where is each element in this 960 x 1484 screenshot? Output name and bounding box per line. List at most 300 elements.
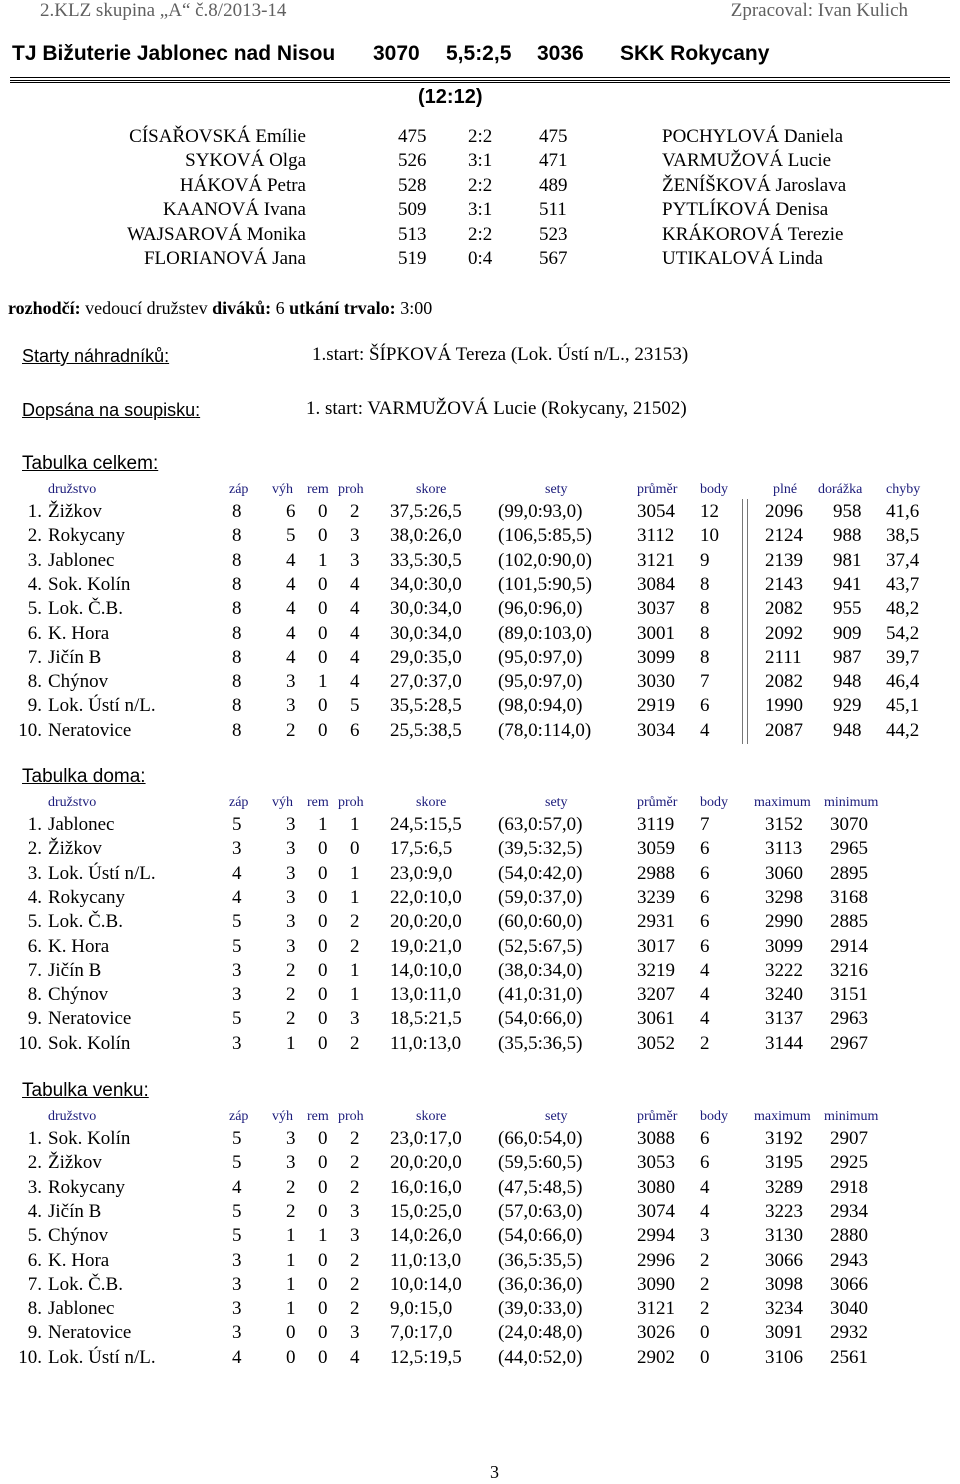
value-cell: 3 [286, 814, 296, 835]
value-cell: 2885 [830, 911, 868, 933]
value-cell: 0 [318, 862, 328, 884]
value-cell: (99,0:93,0) [498, 501, 583, 522]
value-cell: 8 [232, 671, 242, 693]
table-row [0, 525, 960, 549]
value-cell: 2139 [765, 549, 803, 571]
value-cell: 2096 [765, 501, 803, 522]
value-cell: 0 [318, 1298, 328, 1320]
value-cell: 948 [833, 671, 862, 693]
rank-cell: 9. [27, 1008, 42, 1030]
registered-value: 1. start: VARMUŽOVÁ Lucie (Rokycany, 21502) [306, 398, 687, 419]
value-cell: 4 [286, 598, 296, 620]
value-cell: 1 [350, 862, 360, 884]
value-cell: 0 [318, 935, 328, 957]
value-cell: 1 [318, 814, 328, 835]
table-row [0, 1008, 960, 1032]
table-row [0, 1128, 960, 1152]
value-cell: 2082 [765, 671, 803, 693]
value-cell: 5 [232, 1128, 242, 1149]
value-cell: 3113 [765, 838, 803, 860]
value-cell: 0 [318, 598, 328, 620]
value-cell: (106,5:85,5) [498, 525, 592, 547]
value-cell: 0 [318, 886, 328, 908]
team-cell: Sok. Kolín [48, 1128, 131, 1149]
value-cell: 11,0:13,0 [390, 1249, 462, 1271]
value-cell: 0 [318, 695, 328, 717]
team-cell: K. Hora [48, 935, 110, 957]
away-player-score: 511 [539, 199, 567, 221]
value-cell: 13,0:11,0 [390, 984, 462, 1006]
value-cell: 2 [350, 1128, 360, 1149]
rank-cell: 7. [27, 1273, 42, 1295]
away-total-score: 3036 [537, 42, 584, 65]
table-row [0, 623, 960, 647]
value-cell: 2 [286, 1008, 296, 1030]
column-divider [742, 499, 748, 744]
duel-points: 2:2 [468, 174, 493, 196]
value-cell: 958 [833, 501, 862, 522]
value-cell: 0 [318, 1322, 328, 1344]
value-cell: 30,0:34,0 [390, 622, 462, 644]
rank-cell: 4. [27, 886, 42, 908]
value-cell: 4 [286, 573, 296, 595]
away-player-score: 523 [539, 223, 568, 245]
column-header: proh [338, 795, 364, 810]
player-row [0, 248, 960, 272]
value-cell: (47,5:48,5) [498, 1176, 583, 1198]
value-cell: 3106 [765, 1346, 803, 1368]
value-cell: 0 [350, 838, 360, 860]
column-header: dorážka [818, 482, 863, 497]
value-cell: 0 [700, 1346, 710, 1368]
home-player-score: 509 [398, 199, 427, 221]
value-cell: 3084 [637, 573, 675, 595]
value-cell: 1 [318, 1225, 328, 1247]
value-cell: 0 [286, 1346, 296, 1368]
table-row [0, 1274, 960, 1298]
header-author: Zpracoval: Ivan Kulich [730, 0, 908, 21]
spectators-label: diváků: [212, 298, 272, 318]
value-cell: 12 [700, 501, 719, 522]
away-player-score: 567 [539, 248, 568, 269]
table-away-title: Tabulka venku: [22, 1080, 149, 1101]
value-cell: 7,0:17,0 [390, 1322, 453, 1344]
value-cell: 3099 [765, 935, 803, 957]
value-cell: 3066 [830, 1273, 868, 1295]
value-cell: 3151 [830, 984, 868, 1006]
home-player-score: 475 [398, 126, 427, 147]
value-cell: 2 [350, 1249, 360, 1271]
value-cell: 6 [700, 1152, 710, 1174]
value-cell: 5 [350, 695, 360, 717]
value-cell: (60,0:60,0) [498, 911, 583, 933]
column-header: sety [545, 482, 568, 497]
team-cell: Neratovice [48, 1008, 132, 1030]
value-cell: 4 [350, 598, 360, 620]
column-header: průměr [637, 795, 678, 810]
value-cell: 3 [700, 1225, 710, 1247]
value-cell: 3 [286, 671, 296, 693]
value-cell: 0 [318, 1176, 328, 1198]
value-cell: 2 [350, 1298, 360, 1320]
value-cell: 2918 [830, 1176, 868, 1198]
value-cell: (54,0:66,0) [498, 1225, 583, 1247]
rank-cell: 6. [27, 1249, 42, 1271]
value-cell: 3 [350, 1322, 360, 1344]
team-cell: Chýnov [48, 1225, 109, 1247]
value-cell: (35,5:36,5) [498, 1032, 583, 1054]
value-cell: 5 [232, 935, 242, 957]
away-player-name: VARMUŽOVÁ Lucie [662, 150, 832, 172]
value-cell: 3112 [637, 525, 675, 547]
value-cell: 19,0:21,0 [390, 935, 462, 957]
value-cell: 987 [833, 646, 862, 668]
value-cell: 3219 [637, 959, 675, 981]
value-cell: 3121 [637, 1298, 675, 1320]
column-header: průměr [637, 1109, 678, 1124]
value-cell: 9,0:15,0 [390, 1298, 453, 1320]
substitutes-label: Starty náhradníků: [22, 346, 170, 366]
table-row [0, 1033, 960, 1057]
value-cell: 3 [232, 1249, 242, 1271]
substitutes-value: 1.start: ŠÍPKOVÁ Tereza (Lok. Ústí n/L., 23153) [312, 344, 689, 365]
column-header: skore [416, 795, 447, 810]
rank-cell: 10. [18, 719, 42, 741]
value-cell: 6 [700, 886, 710, 908]
value-cell: (98,0:94,0) [498, 695, 583, 717]
value-cell: 2 [286, 984, 296, 1006]
team-cell: Chýnov [48, 984, 109, 1006]
value-cell: 8 [700, 646, 710, 668]
value-cell: 1 [286, 1249, 296, 1271]
value-cell: 0 [318, 838, 328, 860]
value-cell: 2902 [637, 1346, 675, 1368]
value-cell: 3 [232, 1298, 242, 1320]
value-cell: 2 [286, 719, 296, 741]
column-header: záp [229, 795, 249, 810]
value-cell: (66,0:54,0) [498, 1128, 583, 1149]
table-row [0, 838, 960, 862]
value-cell: 20,0:20,0 [390, 911, 462, 933]
table-row [0, 1298, 960, 1322]
value-cell: 4 [232, 1346, 242, 1368]
team-cell: K. Hora [48, 622, 110, 644]
table-row [0, 574, 960, 598]
value-cell: 2 [700, 1032, 710, 1054]
value-cell: 3040 [830, 1298, 868, 1320]
page-number: 3 [490, 1462, 499, 1482]
duel-points: 2:2 [468, 223, 493, 245]
value-cell: 948 [833, 719, 862, 741]
column-header: průměr [637, 482, 678, 497]
rank-cell: 3. [27, 1176, 42, 1198]
value-cell: 3195 [765, 1152, 803, 1174]
home-team-name: TJ Bižuterie Jablonec nad Nisou [12, 42, 336, 65]
header-league-issue: 2.KLZ skupina „A“ č.8/2013-14 [40, 0, 287, 21]
value-cell: 3234 [765, 1298, 803, 1320]
value-cell: 25,5:38,5 [390, 719, 462, 741]
value-cell: 44,2 [886, 719, 920, 741]
table-row [0, 1347, 960, 1371]
value-cell: 3 [286, 862, 296, 884]
value-cell: 3090 [637, 1273, 675, 1295]
value-cell: 2943 [830, 1249, 868, 1271]
team-cell: Jablonec [48, 1298, 115, 1320]
rank-cell: 1. [27, 1128, 42, 1149]
column-header: body [700, 1109, 728, 1124]
value-cell: 3168 [830, 886, 868, 908]
value-cell: 3298 [765, 886, 803, 908]
value-cell: 4 [232, 862, 242, 884]
value-cell: 27,0:37,0 [390, 671, 462, 693]
value-cell: 48,2 [886, 598, 920, 620]
team-cell: Rokycany [48, 1176, 126, 1198]
value-cell: 2 [350, 911, 360, 933]
table-total-title: Tabulka celkem: [22, 453, 159, 474]
value-cell: (24,0:48,0) [498, 1322, 583, 1344]
value-cell: (38,0:34,0) [498, 959, 583, 981]
value-cell: 3130 [765, 1225, 803, 1247]
value-cell: (41,0:31,0) [498, 984, 583, 1006]
value-cell: 3026 [637, 1322, 675, 1344]
value-cell: 6 [700, 1128, 710, 1149]
value-cell: 6 [700, 911, 710, 933]
value-cell: 3144 [765, 1032, 803, 1054]
value-cell: 5 [232, 814, 242, 835]
value-cell: 2895 [830, 862, 868, 884]
value-cell: 8 [232, 525, 242, 547]
value-cell: 3222 [765, 959, 803, 981]
value-cell: 3098 [765, 1273, 803, 1295]
value-cell: 0 [318, 1249, 328, 1271]
value-cell: (39,5:32,5) [498, 838, 583, 860]
value-cell: 3240 [765, 984, 803, 1006]
table-row [0, 501, 960, 525]
value-cell: 2124 [765, 525, 803, 547]
column-header: plné [773, 482, 798, 497]
value-cell: 929 [833, 695, 862, 717]
value-cell: 2143 [765, 573, 803, 595]
value-cell: 3 [350, 1200, 360, 1222]
column-header: družstvo [48, 482, 97, 497]
value-cell: 2 [350, 1032, 360, 1054]
team-cell: Lok. Č.B. [48, 1273, 123, 1295]
value-cell: 8 [700, 573, 710, 595]
value-cell: 45,1 [886, 695, 920, 717]
value-cell: 2996 [637, 1249, 675, 1271]
away-player-name: KRÁKOROVÁ Terezie [662, 223, 844, 245]
rank-cell: 6. [27, 935, 42, 957]
spectators-value: 6 [275, 298, 285, 318]
match-points: 5,5:2,5 [446, 42, 512, 65]
value-cell: 5 [286, 525, 296, 547]
away-player-name: PYTLÍKOVÁ Denisa [662, 199, 829, 221]
value-cell: 4 [286, 646, 296, 668]
value-cell: 3 [232, 1322, 242, 1344]
column-header: body [700, 795, 728, 810]
value-cell: 4 [700, 1008, 710, 1030]
table-row [0, 1152, 960, 1176]
value-cell: 3060 [765, 862, 803, 884]
value-cell: 1 [318, 549, 328, 571]
column-header: rem [307, 795, 329, 810]
value-cell: 941 [833, 573, 862, 595]
value-cell: 4 [286, 549, 296, 571]
value-cell: 5 [232, 1200, 242, 1222]
rank-cell: 9. [27, 695, 42, 717]
home-player-name: HÁKOVÁ Petra [179, 174, 306, 196]
rank-cell: 6. [27, 622, 42, 644]
value-cell: 43,7 [886, 573, 920, 595]
column-header: sety [545, 1109, 568, 1124]
away-player-name: ŽENÍŠKOVÁ Jaroslava [662, 174, 847, 196]
player-row [0, 126, 960, 150]
value-cell: 2988 [637, 862, 675, 884]
value-cell: 955 [833, 598, 862, 620]
team-cell: Jablonec [48, 814, 115, 835]
page-header [0, 0, 960, 26]
value-cell: 2934 [830, 1200, 868, 1222]
value-cell: 2963 [830, 1008, 868, 1030]
value-cell: 6 [700, 695, 710, 717]
away-player-score: 471 [539, 150, 568, 172]
team-cell: Sok. Kolín [48, 573, 131, 595]
away-player-name: POCHYLOVÁ Daniela [662, 126, 844, 147]
table-total-header [0, 482, 960, 500]
value-cell: 3216 [830, 959, 868, 981]
column-header: proh [338, 482, 364, 497]
value-cell: 2 [350, 935, 360, 957]
home-player-score: 526 [398, 150, 427, 172]
value-cell: 4 [700, 959, 710, 981]
value-cell: 2 [350, 1152, 360, 1174]
value-cell: 6 [700, 838, 710, 860]
rank-cell: 1. [27, 501, 42, 522]
value-cell: 3239 [637, 886, 675, 908]
column-header: výh [272, 482, 293, 497]
player-row [0, 175, 960, 199]
table-row [0, 720, 960, 744]
value-cell: 1 [286, 1298, 296, 1320]
value-cell: 41,6 [886, 501, 920, 522]
value-cell: 3223 [765, 1200, 803, 1222]
table-row [0, 1201, 960, 1225]
value-cell: (54,0:42,0) [498, 862, 583, 884]
value-cell: 23,0:17,0 [390, 1128, 462, 1149]
value-cell: 39,7 [886, 646, 920, 668]
value-cell: 17,5:6,5 [390, 838, 453, 860]
value-cell: 4 [700, 1176, 710, 1198]
value-cell: 2 [700, 1273, 710, 1295]
value-cell: 2561 [830, 1346, 868, 1368]
value-cell: 4 [700, 1200, 710, 1222]
value-cell: (36,5:35,5) [498, 1249, 583, 1271]
value-cell: 1 [286, 1273, 296, 1295]
team-cell: Lok. Ústí n/L. [48, 1346, 156, 1368]
duration-value: 3:00 [400, 298, 433, 318]
rank-cell: 2. [27, 525, 42, 547]
column-header: skore [416, 1109, 447, 1124]
value-cell: 0 [318, 646, 328, 668]
duel-points: 3:1 [468, 199, 493, 221]
duel-points: 2:2 [468, 126, 493, 147]
value-cell: 15,0:25,0 [390, 1200, 462, 1222]
column-header: minimum [824, 1109, 879, 1124]
value-cell: 2931 [637, 911, 675, 933]
value-cell: 3289 [765, 1176, 803, 1198]
value-cell: 54,2 [886, 622, 920, 644]
value-cell: 6 [700, 935, 710, 957]
value-cell: 8 [700, 598, 710, 620]
home-total-score: 3070 [373, 42, 420, 65]
rank-cell: 7. [27, 959, 42, 981]
value-cell: 9 [700, 549, 710, 571]
title-divider [10, 77, 950, 83]
table-row [0, 1225, 960, 1249]
value-cell: 3 [232, 1273, 242, 1295]
value-cell: (96,0:96,0) [498, 598, 583, 620]
value-cell: 1 [286, 1032, 296, 1054]
value-cell: 34,0:30,0 [390, 573, 462, 595]
value-cell: 8 [232, 598, 242, 620]
rank-cell: 3. [27, 862, 42, 884]
value-cell: (54,0:66,0) [498, 1008, 583, 1030]
rank-cell: 5. [27, 911, 42, 933]
value-cell: 4 [350, 671, 360, 693]
home-player-name: SYKOVÁ Olga [185, 150, 306, 172]
value-cell: 0 [318, 622, 328, 644]
value-cell: 20,0:20,0 [390, 1152, 462, 1174]
rank-cell: 5. [27, 598, 42, 620]
value-cell: 33,5:30,5 [390, 549, 462, 571]
team-cell: Lok. Č.B. [48, 911, 123, 933]
value-cell: 0 [318, 1273, 328, 1295]
referee-value: vedoucí družstev [85, 298, 208, 318]
column-header: body [700, 482, 728, 497]
value-cell: 0 [318, 1346, 328, 1368]
table-row [0, 1322, 960, 1346]
value-cell: 8 [232, 573, 242, 595]
value-cell: 5 [232, 911, 242, 933]
value-cell: (95,0:97,0) [498, 646, 583, 668]
value-cell: 4 [350, 1346, 360, 1368]
rank-cell: 1. [27, 814, 42, 835]
registered-label: Dopsána na soupisku: [22, 400, 201, 420]
value-cell: 0 [318, 1032, 328, 1054]
rank-cell: 4. [27, 573, 42, 595]
value-cell: 3070 [830, 814, 868, 835]
value-cell: 12,5:19,5 [390, 1346, 462, 1368]
value-cell: 3030 [637, 671, 675, 693]
rank-cell: 7. [27, 646, 42, 668]
rank-cell: 4. [27, 1200, 42, 1222]
value-cell: 3037 [637, 598, 675, 620]
player-row [0, 150, 960, 174]
value-cell: 38,0:26,0 [390, 525, 462, 547]
team-cell: Chýnov [48, 671, 109, 693]
team-cell: Žižkov [48, 501, 102, 522]
value-cell: 37,4 [886, 549, 920, 571]
value-cell: 4 [350, 573, 360, 595]
value-cell: 37,5:26,5 [390, 501, 462, 522]
value-cell: (59,0:37,0) [498, 886, 583, 908]
rank-cell: 8. [27, 1298, 42, 1320]
home-player-name: CÍSAŘOVSKÁ Emílie [129, 126, 306, 147]
away-player-score: 489 [539, 174, 568, 196]
value-cell: 0 [318, 1152, 328, 1174]
value-cell: 981 [833, 549, 862, 571]
column-header: výh [272, 795, 293, 810]
